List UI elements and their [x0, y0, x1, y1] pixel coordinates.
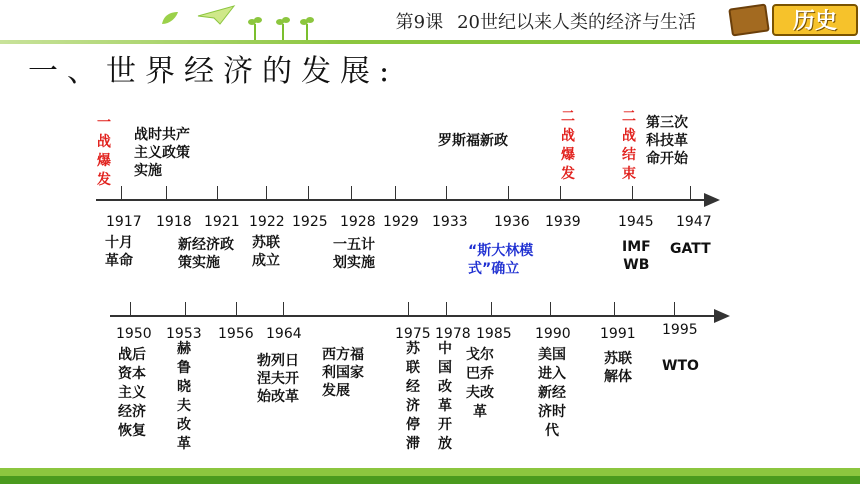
event-us-new-economy: 美国进入新经济时代 — [538, 347, 566, 439]
event-war-communism: 战时共产 主义政策 实施 — [134, 127, 190, 179]
year-label: 1922 — [249, 214, 285, 230]
event-brezhnev-reform: 勃列日 涅夫开 始改革 — [257, 353, 299, 405]
year-label: 1929 — [383, 214, 419, 230]
event-ww2-end: 二战结束 — [622, 109, 636, 182]
year-label: 1975 — [395, 326, 431, 342]
year-label: 1936 — [494, 214, 530, 230]
header-divider — [0, 40, 860, 44]
timeline-tick — [308, 186, 309, 200]
event-stalin-model: “斯大林模 式”确立 — [468, 243, 534, 277]
event-third-tech-revolution: 第三次 科技革 命开始 — [646, 115, 688, 167]
timeline-tick — [266, 186, 267, 200]
event-gorbachev-reform: 戈尔巴乔夫改革 — [466, 347, 494, 420]
event-nep: 新经济政 策实施 — [178, 237, 234, 271]
timeline-2-axis — [110, 315, 718, 317]
timeline-2-arrow-icon — [714, 309, 730, 323]
timeline-tick — [395, 186, 396, 200]
book-icon — [728, 3, 770, 36]
year-label: 1950 — [116, 326, 152, 342]
lesson-title: 20世纪以来人类的经济与生活 — [457, 12, 696, 33]
timeline-tick — [185, 302, 186, 316]
year-label: 1947 — [676, 214, 712, 230]
footer-band — [0, 468, 860, 476]
year-label: 1933 — [432, 214, 468, 230]
sprout-icon — [300, 14, 314, 40]
event-welfare-state: 西方福 利国家 发展 — [322, 347, 364, 399]
timeline-tick — [674, 302, 675, 316]
year-label: 1925 — [292, 214, 328, 230]
event-imf-wb: IMF WB — [622, 239, 651, 273]
header-title — [396, 8, 710, 34]
event-five-year-plan: 一五计 划实施 — [333, 237, 375, 271]
year-label: 1945 — [618, 214, 654, 230]
timeline-tick — [166, 186, 167, 200]
timeline-tick — [491, 302, 492, 316]
timeline-tick — [508, 186, 509, 200]
timeline-tick — [408, 302, 409, 316]
year-label: 1956 — [218, 326, 254, 342]
timeline-tick — [351, 186, 352, 200]
year-label: 1917 — [106, 214, 142, 230]
timeline-tick — [217, 186, 218, 200]
paper-plane-icon — [196, 4, 236, 26]
event-gatt: GATT — [670, 241, 711, 257]
timeline-tick — [236, 302, 237, 316]
timeline-tick — [130, 302, 131, 316]
year-label: 1921 — [204, 214, 240, 230]
year-label: 1991 — [600, 326, 636, 342]
timeline-tick — [560, 186, 561, 200]
year-label: 1939 — [545, 214, 581, 230]
event-postwar-recovery: 战后资本主义经济恢复 — [118, 347, 146, 439]
leaf-icon — [160, 10, 180, 26]
event-ussr-founded: 苏联 成立 — [252, 235, 280, 269]
timeline-tick — [121, 186, 122, 200]
timeline-tick — [283, 302, 284, 316]
event-ussr-stagnation: 苏联经济停滞 — [406, 341, 420, 452]
year-label: 1964 — [266, 326, 302, 342]
section-title: 一、世界经济的发展: — [28, 54, 399, 89]
event-october-revolution: 十月 革命 — [105, 235, 133, 269]
year-label: 1990 — [535, 326, 571, 342]
sprout-icon — [276, 14, 290, 40]
timeline-tick — [446, 302, 447, 316]
timeline-tick — [446, 186, 447, 200]
event-ww2: 二战爆发 — [561, 109, 575, 182]
timeline-tick — [632, 186, 633, 200]
event-ussr-collapse: 苏联 解体 — [604, 351, 632, 385]
timeline-tick — [550, 302, 551, 316]
year-label: 1928 — [340, 214, 376, 230]
timeline-tick — [690, 186, 691, 200]
year-label: 1995 — [662, 322, 698, 338]
year-label: 1953 — [166, 326, 202, 342]
year-label: 1918 — [156, 214, 192, 230]
event-wto: WTO — [662, 358, 699, 374]
event-china-reform: 中国改革开放 — [438, 341, 452, 452]
timeline-tick — [614, 302, 615, 316]
year-label: 1985 — [476, 326, 512, 342]
year-label: 1978 — [435, 326, 471, 342]
history-logo: 历史 — [772, 4, 858, 36]
event-new-deal: 罗斯福新政 — [438, 133, 508, 149]
event-khrushchev-reform: 赫鲁晓夫改革 — [177, 341, 191, 452]
timeline-1-arrow-icon — [704, 193, 720, 207]
event-ww1: 一战爆发 — [97, 115, 111, 188]
lesson-number: 第9课 — [395, 12, 444, 33]
timeline-1-axis — [96, 199, 708, 201]
footer-band-dark — [0, 476, 860, 484]
sprout-icon — [248, 14, 262, 40]
